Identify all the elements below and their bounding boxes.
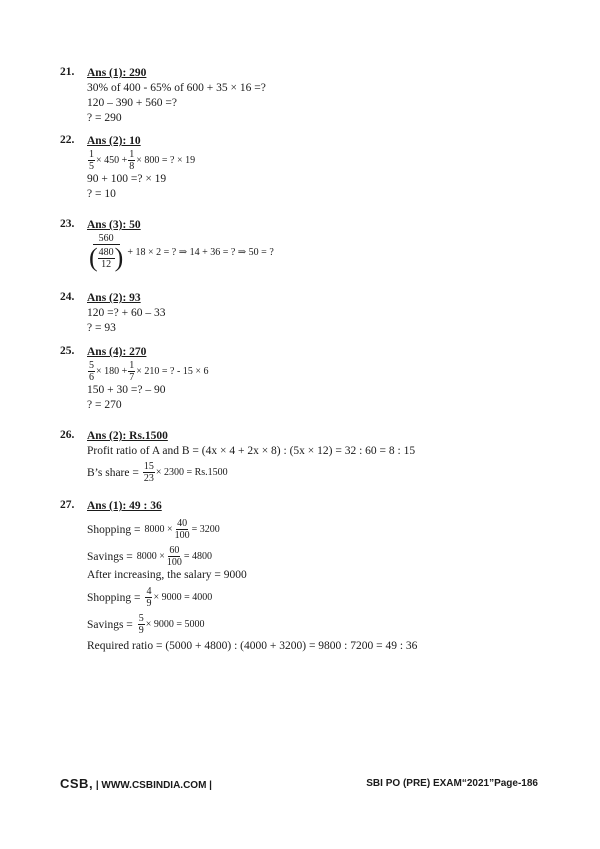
equation-row: Shopping = 8000 × $\frac{40}{100}$ = 3200 <box>87 518 220 541</box>
equation-row: B’s share = $\frac{15}{23}$ × 2300 = Rs.1500 <box>87 461 228 484</box>
website-link[interactable]: | WWW.CSBINDIA.COM | <box>95 780 212 791</box>
fraction: $\frac{60}{100}$ <box>166 545 182 568</box>
question-number: 25. <box>60 345 75 357</box>
step-line: 120 =? + 60 – 33 <box>87 307 166 319</box>
question-number: 26. <box>60 429 75 441</box>
step-line: ? = 270 <box>87 399 122 411</box>
answer-heading: Ans (4): 270 <box>87 346 147 358</box>
answer-heading: Ans (1): 49 : 36 <box>87 500 162 512</box>
question-number: 21. <box>60 66 75 78</box>
fraction: $\frac{1}{8}$ <box>129 149 135 172</box>
answer-heading: Ans (2): Rs.1500 <box>87 430 168 442</box>
step-line: 30% of 400 - 65% of 600 + 35 × 16 =? <box>87 82 266 94</box>
question-number: 23. <box>60 218 75 230</box>
compound-fraction: 560 ( $\frac{480}{12}$ ) <box>89 233 124 272</box>
fraction: $\frac{15}{23}$ <box>143 461 154 484</box>
question-number: 24. <box>60 291 75 303</box>
answer-heading: Ans (2): 10 <box>87 135 141 147</box>
step-line: 150 + 30 =? – 90 <box>87 384 166 396</box>
step-line: Profit ratio of A and B = (4x × 4 + 2x × 8) : (5x × 12) = 32 : 60 = 8 : 15 <box>87 445 416 457</box>
step-line: Required ratio = (5000 + 4800) : (4000 + 3200) = 9800 : 7200 = 49 : 36 <box>87 640 418 652</box>
equation-row: Shopping = $\frac{4}{9}$ × 9000 = 4000 <box>87 586 213 609</box>
equation-row: 560 ( $\frac{480}{12}$ ) + 18 × 2 = ? ⇒ 14 + 36 = ? ⇒ 50 = ? <box>89 233 274 272</box>
fraction: $\frac{40}{100}$ <box>174 518 190 541</box>
answer-heading: Ans (3): 50 <box>87 219 141 231</box>
step-line: After increasing, the salary = 9000 <box>87 569 247 581</box>
answer-heading: Ans (2): 93 <box>87 292 141 304</box>
step-line: ? = 10 <box>87 188 116 200</box>
equation-row: Savings = 8000 × $\frac{60}{100}$ = 4800 <box>87 545 213 568</box>
answer-heading: Ans (1): 290 <box>87 67 147 79</box>
question-number: 27. <box>60 499 75 511</box>
step-line: ? = 290 <box>87 112 122 124</box>
step-line: ? = 93 <box>87 322 116 334</box>
question-number: 22. <box>60 134 75 146</box>
fraction: $\frac{1}{7}$ <box>129 360 135 383</box>
equation-row: $\frac{5}{6}$ × 180 + $\frac{1}{7}$ × 210 = ? - 15 × 6 <box>89 360 209 383</box>
fraction: $\frac{4}{9}$ <box>146 586 152 609</box>
equation-row: $\frac{1}{5}$ × 450 + $\frac{1}{8}$ × 800 = ? × 19 <box>89 149 196 172</box>
footer-left <box>60 776 212 791</box>
page-footer-label: SBI PO (PRE) EXAM“2021”Page-186 <box>366 778 538 789</box>
equation-row: Savings = $\frac{5}{9}$ × 9000 = 5000 <box>87 613 205 636</box>
fraction: $\frac{5}{6}$ <box>89 360 94 383</box>
step-line: 90 + 100 =? × 19 <box>87 173 167 185</box>
step-line: 120 – 390 + 560 =? <box>87 97 177 109</box>
csb-logo: CSB, <box>60 776 94 791</box>
fraction: $\frac{1}{5}$ <box>89 149 94 172</box>
fraction: $\frac{5}{9}$ <box>138 613 144 636</box>
